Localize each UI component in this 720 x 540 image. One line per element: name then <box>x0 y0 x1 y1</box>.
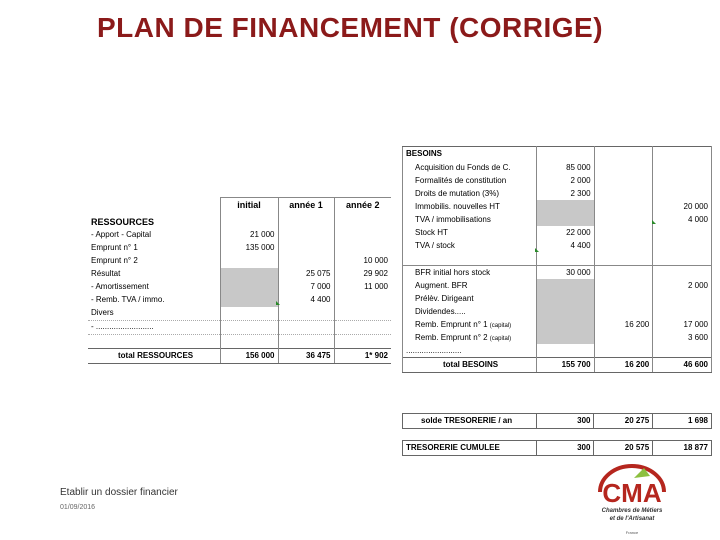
row-label: Droits de mutation (3%) <box>403 187 537 200</box>
cell <box>653 292 712 305</box>
footer-text: Etablir un dossier financier <box>60 487 178 498</box>
row-label-text: Remb. Emprunt n° 1 <box>415 319 488 329</box>
row-label: - Amortissement <box>91 282 149 291</box>
cumul-label: TRESORERIE CUMULEE <box>403 441 537 456</box>
cell <box>594 174 653 187</box>
solde-initial: 300 <box>536 414 594 429</box>
row-label: ......................... <box>403 344 537 358</box>
cell <box>334 229 391 242</box>
row-label <box>88 334 220 348</box>
cell <box>220 334 278 348</box>
cell <box>536 331 594 344</box>
row-label: - .......................... <box>88 320 220 334</box>
comment-marker-icon <box>535 248 539 252</box>
cell: 25 075 <box>278 268 334 281</box>
total-initial: 156 000 <box>220 348 278 363</box>
table-row <box>88 294 391 307</box>
cell <box>653 174 712 187</box>
cell <box>536 252 594 266</box>
row-label: Augment. BFR <box>403 279 537 292</box>
total-label: total BESOINS <box>403 358 537 373</box>
besoins-total-row <box>403 358 712 373</box>
total-year2: 46 600 <box>653 358 712 373</box>
row-label: Divers <box>88 307 220 321</box>
cell <box>536 200 594 213</box>
cell: 11 000 <box>334 281 391 294</box>
logo-line1: Chambres de Métiers <box>601 508 663 514</box>
cell <box>653 239 712 252</box>
cell <box>278 242 334 255</box>
row-label: Emprunt n° 2 <box>91 256 138 265</box>
total-label: total RESSOURCES <box>88 348 220 363</box>
cell <box>220 307 278 321</box>
row-label: BFR initial hors stock <box>403 266 537 280</box>
row-label: Immobilis. nouvelles HT <box>403 200 537 213</box>
cell <box>220 320 278 334</box>
cell: 135 000 <box>220 242 278 255</box>
total-year1: 16 200 <box>594 358 653 373</box>
table-row <box>403 252 712 266</box>
row-label: Stock HT <box>403 226 537 239</box>
row-label: Formalités de constitution <box>403 174 537 187</box>
cell <box>594 161 653 174</box>
row-label <box>403 252 537 266</box>
cell: 2 000 <box>536 174 594 187</box>
cell: 4 400 <box>278 294 334 307</box>
cell: 17 000 <box>653 318 712 331</box>
cell <box>536 279 594 292</box>
table-row <box>403 226 712 239</box>
row-label: Résultat <box>91 269 121 278</box>
cell: 29 902 <box>334 268 391 281</box>
cumul-row <box>403 441 712 456</box>
cumul-initial: 300 <box>536 441 594 456</box>
cell <box>594 200 653 213</box>
row-label: - Remb. TVA / immo. <box>91 295 165 304</box>
cell <box>653 187 712 200</box>
cell: 3 600 <box>653 331 712 344</box>
col-initial-header: initial <box>220 198 278 229</box>
table-row <box>88 255 391 268</box>
besoins-header-row <box>403 147 712 162</box>
cell <box>536 344 594 358</box>
cell <box>536 213 594 226</box>
total-year1: 36 475 <box>278 348 334 363</box>
solde-year2: 1 698 <box>653 414 712 429</box>
footer-date: 01/09/2016 <box>60 504 96 511</box>
cumul-table <box>402 440 712 456</box>
comment-marker-icon <box>276 301 280 305</box>
table-row <box>403 266 712 280</box>
cumul-year2: 18 877 <box>653 441 712 456</box>
row-label: Acquisition du Fonds de C. <box>403 161 537 174</box>
cell <box>334 242 391 255</box>
table-row <box>403 331 712 344</box>
cell <box>536 305 594 318</box>
cell: 30 000 <box>536 266 594 280</box>
cell: 2 000 <box>653 279 712 292</box>
cell <box>334 294 391 307</box>
table-row <box>88 307 391 321</box>
cell <box>334 320 391 334</box>
cell: 20 000 <box>653 200 712 213</box>
cma-logo-icon <box>592 462 672 534</box>
row-label: TVA / immobilisations <box>403 213 537 226</box>
cell <box>220 268 278 281</box>
cell: 4 400 <box>536 239 594 252</box>
cell <box>594 213 653 226</box>
cell: 85 000 <box>536 161 594 174</box>
cell <box>220 281 278 294</box>
table-row <box>403 305 712 318</box>
ressources-total-row <box>88 348 391 363</box>
cell: 21 000 <box>220 229 278 242</box>
cell <box>594 266 653 280</box>
cell <box>278 307 334 321</box>
row-label <box>403 318 537 331</box>
table-row <box>403 174 712 187</box>
total-year2: 1* 902 <box>334 348 391 363</box>
cell <box>278 255 334 268</box>
logo-sub: France <box>625 530 639 535</box>
table-row <box>88 320 391 334</box>
cell <box>594 187 653 200</box>
cell <box>653 161 712 174</box>
besoins-table <box>402 146 712 373</box>
row-label-text: Remb. Emprunt n° 2 <box>415 332 488 342</box>
cell <box>278 334 334 348</box>
cell <box>334 307 391 321</box>
cell <box>220 294 278 307</box>
col-year1-header: année 1 <box>278 198 334 229</box>
table-row <box>88 268 391 281</box>
table-row <box>403 292 712 305</box>
table-row <box>403 239 712 252</box>
cell <box>594 292 653 305</box>
cell <box>653 226 712 239</box>
besoins-header: BESOINS <box>403 147 537 162</box>
cell <box>653 344 712 358</box>
cell: 10 000 <box>334 255 391 268</box>
table-row <box>403 200 712 213</box>
cell <box>594 279 653 292</box>
row-label: TVA / stock <box>403 239 537 252</box>
cumul-year1: 20 575 <box>594 441 653 456</box>
logo-letters: CMA <box>602 478 662 508</box>
cell: 16 200 <box>594 318 653 331</box>
logo-line2: et de l'Artisanat <box>609 516 655 522</box>
cell <box>594 305 653 318</box>
solde-label: solde TRESORERIE / an <box>403 414 537 429</box>
table-row <box>88 281 391 294</box>
cell <box>653 305 712 318</box>
cell: 22 000 <box>536 226 594 239</box>
cell <box>594 331 653 344</box>
cell <box>278 229 334 242</box>
cell: 7 000 <box>278 281 334 294</box>
page-title: PLAN DE FINANCEMENT (CORRIGE) <box>96 12 604 43</box>
cell <box>594 252 653 266</box>
col-year2-header: année 2 <box>334 198 391 229</box>
solde-row <box>403 414 712 429</box>
table-row <box>88 334 391 348</box>
cell <box>278 320 334 334</box>
capital-note: (capital) <box>489 335 512 342</box>
cell <box>653 252 712 266</box>
cell: 2 300 <box>536 187 594 200</box>
cell <box>536 318 594 331</box>
cell <box>653 266 712 280</box>
ressources-header-row <box>88 198 391 229</box>
row-label: Dividendes..... <box>403 305 537 318</box>
solde-table <box>402 413 712 429</box>
table-row <box>403 344 712 358</box>
table-row <box>88 229 391 242</box>
cell: 4 000 <box>653 213 712 226</box>
cell <box>220 255 278 268</box>
row-label: - Apport - Capital <box>91 230 152 239</box>
table-row <box>403 187 712 200</box>
ressources-table <box>88 197 391 364</box>
solde-year1: 20 275 <box>594 414 653 429</box>
row-label <box>403 331 537 344</box>
table-row <box>403 279 712 292</box>
cell <box>334 334 391 348</box>
comment-marker-icon <box>652 220 656 224</box>
cell <box>594 226 653 239</box>
table-row <box>403 213 712 226</box>
cell <box>536 292 594 305</box>
table-row <box>403 318 712 331</box>
ressources-header: RESSOURCES <box>91 216 155 227</box>
total-initial: 155 700 <box>536 358 594 373</box>
row-label: Prélèv. Dirigeant <box>403 292 537 305</box>
capital-note: (capital) <box>489 322 512 329</box>
cell <box>594 239 653 252</box>
table-row <box>88 242 391 255</box>
table-row <box>403 161 712 174</box>
cell <box>594 344 653 358</box>
row-label: Emprunt n° 1 <box>91 243 138 252</box>
